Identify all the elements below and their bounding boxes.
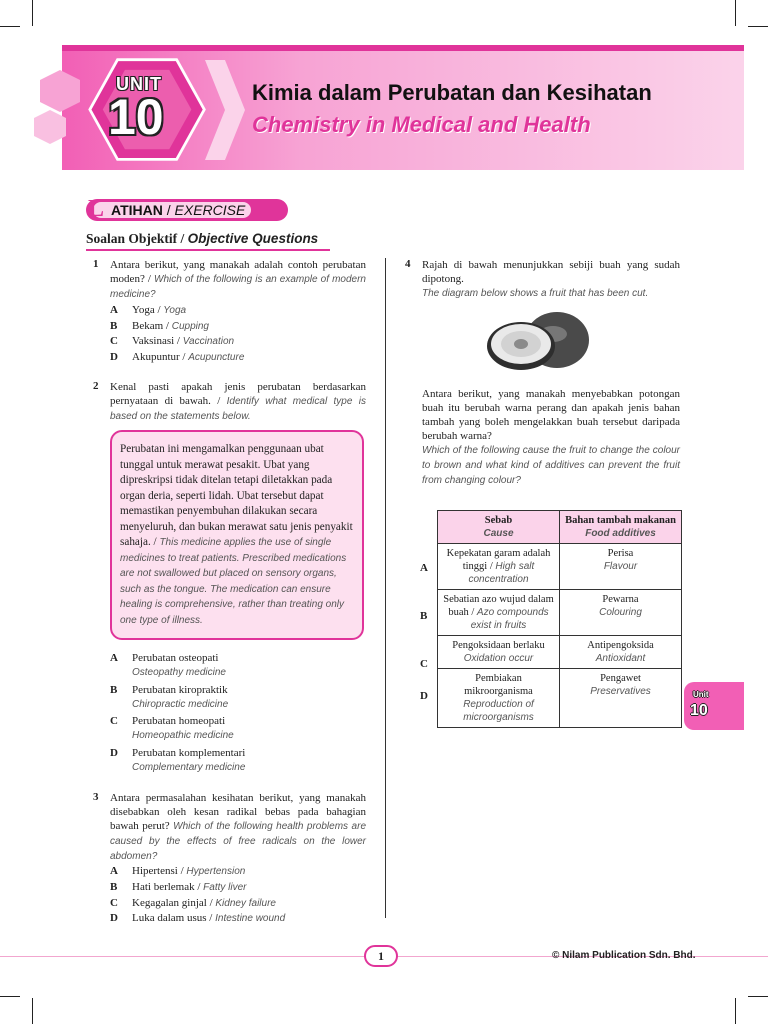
question-stem: Antara permasalahan kesihatan berikut, yang manakah disebabkan oleh kesan radikal bebas pada bahagian bawah perut? Which of the following health problems are caused by the effects of free radicals on the lower abdomen?: [110, 792, 366, 862]
hexagon-decoration: [20, 60, 90, 160]
side-tab-number: 10: [690, 702, 708, 719]
question-number: 3: [93, 791, 99, 803]
option: D Perubatan komplementari Complementary medicine: [110, 747, 246, 773]
cut-apple-illustration: [485, 308, 590, 373]
crop-mark: [735, 0, 736, 26]
page-title: Kimia dalam Perubatan dan Kesihatan: [252, 80, 652, 105]
question-number: 2: [93, 380, 99, 392]
option: C Perubatan homeopati Homeopathic medicine: [110, 715, 234, 741]
option: A Hipertensi / Hypertension: [110, 865, 246, 877]
row-letter: C: [420, 658, 428, 670]
option: C Vaksinasi / Vaccination: [110, 335, 235, 347]
option: B Bekam / Cupping: [110, 320, 209, 332]
crop-mark: [32, 0, 33, 26]
crop-mark: [0, 26, 20, 27]
option: B Hati berlemak / Fatty liver: [110, 881, 247, 893]
statement-box: Perubatan ini mengamalkan penggunaan ubat tunggal untuk merawat pesakit. Ubat yang dipreskripsi tidak ditelan tetapi diletakkan pada organ deria, seperti lidah. Ubat tersebut dapat memastikan penyembuhan dilakukan secara menyeluruh, dan bukan merawat satu jenis penyakit sahaja. / This medicine applies the use of single medicines to treat patients. Prescribed medications are not swallowed but placed on sensory organs, such as the tongue. The medication can ensure healing is comprehensive, rather than treating only one type of illness.: [110, 430, 364, 640]
table-row: Pembiakan mikroorganisma Reproduction of microorganisms Pengawet Preservatives: [438, 669, 682, 728]
row-letter: D: [420, 690, 428, 702]
question-number: 1: [93, 258, 99, 270]
crop-mark: [735, 998, 736, 1024]
question-stem: Antara berikut, yang manakah adalah contoh perubatan moden? / Which of the following is an example of modern medicine?: [110, 259, 366, 300]
question-stem: Rajah di bawah menunjukkan sebiji buah yang sudah dipotong. The diagram below shows a fruit that has been cut.: [422, 259, 680, 299]
question-number: 4: [405, 258, 411, 270]
option: A Yoga / Yoga: [110, 304, 187, 316]
exercise-initial: L: [88, 196, 105, 222]
side-tab-label: Unit: [693, 690, 709, 699]
option: D Luka dalam usus / Intestine wound: [110, 912, 286, 924]
section-underline: [86, 249, 330, 251]
column-divider: [385, 258, 386, 918]
unit-number: 10: [108, 89, 164, 145]
option: C Kegagalan ginjal / Kidney failure: [110, 897, 276, 909]
crop-mark: [32, 998, 33, 1024]
crop-mark: [748, 996, 768, 997]
option: B Perubatan kiropraktik Chiropractic medicine: [110, 684, 229, 710]
unit-label: UNIT: [116, 74, 162, 94]
question-text: Antara berikut, yang manakah menyebabkan potongan buah itu berubah warna perang dan apakah jenis bahan tambah yang boleh mengelakkan buah tersebut daripada berubah warna? Which of the following cause the fruit to change the colour to brown and what kind of additives can prevent the fruit from changing colour?: [422, 388, 680, 486]
table-row: Kepekatan garam adalah tinggi / High salt concentration Perisa Flavour: [438, 544, 682, 590]
crop-mark: [748, 26, 768, 27]
table-row: Pengoksidaan berlaku Oxidation occur Antipengoksida Antioxidant: [438, 636, 682, 669]
table-row: Sebatian azo wujud dalam buah / Azo compounds exist in fruits Pewarna Colouring: [438, 590, 682, 636]
question-stem: Kenal pasti apakah jenis perubatan berdasarkan pernyataan di bawah. / Identify what medical type is based on the statements below.: [110, 381, 367, 422]
option: A Perubatan osteopati Osteopathy medicine: [110, 652, 226, 678]
arrow-decoration: [205, 60, 245, 160]
row-letter: B: [420, 610, 428, 622]
page-subtitle: Chemistry in Medical and Health: [252, 112, 591, 137]
publisher-credit: © Nilam Publication Sdn. Bhd.: [552, 950, 696, 961]
answer-table: [437, 510, 682, 728]
section-title: Soalan Objektif / Objective Questions: [86, 231, 319, 246]
page-number: 1: [364, 945, 398, 967]
row-letter: A: [420, 562, 428, 574]
option: D Akupuntur / Acupuncture: [110, 351, 245, 363]
exercise-label: ATIHAN / EXERCISE: [93, 202, 251, 218]
crop-mark: [0, 996, 20, 997]
table-header-row: Sebab Cause Bahan tambah makanan Food additives: [438, 511, 682, 544]
